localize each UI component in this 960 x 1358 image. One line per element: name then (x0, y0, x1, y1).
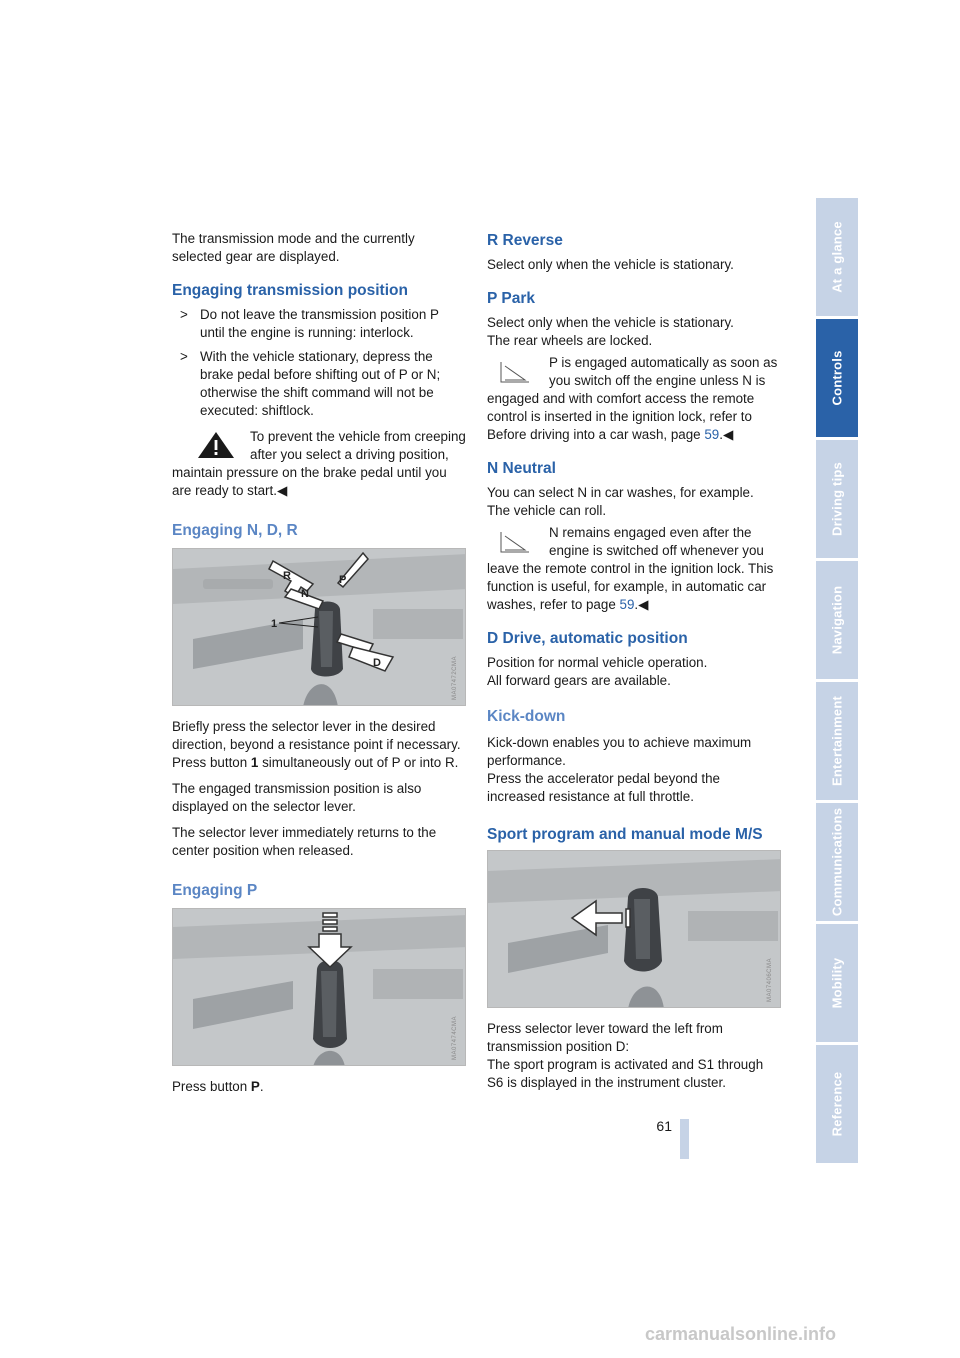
bullet-item (172, 306, 466, 342)
tab-label: Driving tips (829, 462, 845, 536)
figure-code: MA07406CMA (766, 957, 773, 1003)
ndr-paragraph-2: The engaged transmission position is also displayed on the selector lever. (172, 781, 422, 814)
selector-lever-p-illustration (173, 909, 466, 1066)
tab-label: At a glance (829, 221, 845, 293)
tab-communications[interactable] (816, 803, 858, 921)
bullet-item (172, 348, 466, 420)
heading-engaging-ndr: Engaging N, D, R (172, 522, 298, 539)
watermark: carmanualsonline.info (645, 1324, 837, 1344)
tab-at-a-glance[interactable] (816, 198, 858, 316)
warning-triangle-icon (196, 430, 236, 460)
fig-label-r: R (283, 570, 291, 582)
bullet-text: With the vehicle stationary, depress the brake pedal before shifting out of P or N; otherwise the shift command will not be executed: shiftlock. (200, 349, 441, 418)
warning-note (172, 428, 466, 500)
fig-label-1: 1 (271, 618, 278, 630)
chapter-tabs (816, 198, 858, 1166)
sport-text: Press selector lever toward the left from transmission position D: The sport program is activated and S1 through S6 is displayed in the instrument cluster. (487, 1021, 764, 1090)
tab-label: Entertainment (829, 695, 845, 787)
heading-p-park: P Park (487, 290, 535, 307)
park-note: P is engaged automatically as soon as you switch off the engine unless N is engaged and with comfort access the remote control is inserted in the ignition lock, refer to Before driving into a car wash, page 59.◀ (487, 355, 778, 442)
end-mark-icon: ◀ (638, 597, 649, 612)
right-column (487, 230, 780, 1100)
page-link-59[interactable]: 59 (619, 597, 635, 612)
tab-label: Mobility (829, 957, 845, 1009)
tab-label: Controls (829, 350, 845, 406)
end-mark-icon: ◀ (723, 427, 734, 442)
tab-label: Communications (829, 807, 845, 917)
selector-lever-ndr-illustration (173, 549, 466, 706)
bullet-arrow-icon: > (180, 307, 188, 322)
figure-code: MA07474CMA (451, 1015, 458, 1061)
left-column (172, 230, 466, 1104)
tab-reference[interactable] (816, 1045, 858, 1163)
park-text: Select only when the vehicle is stationary. The rear wheels are locked. (487, 315, 734, 348)
page-link-59[interactable]: 59 (704, 427, 720, 442)
figure-selector-p (172, 908, 466, 1066)
neutral-text: You can select N in car washes, for example. The vehicle can roll. (487, 485, 754, 518)
tab-entertainment[interactable] (816, 682, 858, 800)
fig-label-p: P (339, 574, 347, 586)
heading-r-reverse: R Reverse (487, 232, 563, 249)
intro-text: The transmission mode and the currently selected gear are displayed. (172, 231, 415, 264)
heading-engaging-position: Engaging transmission position (172, 282, 408, 299)
heading-kick-down: Kick-down (487, 708, 566, 725)
reverse-text: Select only when the vehicle is stationary. (487, 257, 734, 272)
page-number: 61 (656, 1118, 672, 1134)
neutral-note: N remains engaged even after the engine is switched off whenever you leave the remote control in the ignition lock. This function is useful, for example, in automatic car washes, refer to page 59.◀ (487, 525, 774, 612)
drive-text: Position for normal vehicle operation. All forward gears are available. (487, 655, 708, 688)
kickdown-text: Kick-down enables you to achieve maximum performance. Press the accelerator pedal beyond the increased resistance at full throttle. (487, 735, 752, 804)
warning-text: To prevent the vehicle from creeping after you select a driving position, maintain pressure on the brake pedal until you are ready to start. (172, 429, 466, 498)
bullet-arrow-icon: > (180, 349, 188, 364)
figure-selector-ndr (172, 548, 466, 706)
tab-label: Reference (829, 1071, 845, 1137)
tab-mobility[interactable] (816, 924, 858, 1042)
selector-lever-sport-illustration (488, 851, 781, 1008)
note-arrow-icon (495, 356, 535, 386)
heading-sport-program: Sport program and manual mode M/S (487, 826, 763, 843)
note-arrow-icon (495, 526, 535, 556)
fig-label-d: D (373, 657, 381, 669)
ndr-paragraph-3: The selector lever immediately returns to the center position when released. (172, 825, 437, 858)
heading-d-drive: D Drive, automatic position (487, 630, 688, 647)
tab-driving-tips[interactable] (816, 440, 858, 558)
heading-n-neutral: N Neutral (487, 460, 556, 477)
tab-navigation[interactable] (816, 561, 858, 679)
button-ref: P (250, 1079, 260, 1094)
figure-code: MA07472CMA (451, 655, 458, 701)
fig-label-n: N (301, 588, 309, 600)
page-number-bar (680, 1119, 689, 1159)
button-ref: 1 (250, 755, 259, 770)
ndr-paragraph-1: Briefly press the selector lever in the desired direction, beyond a resistance point if necessary. Press button 1 simultaneously out of P or into R. (172, 719, 461, 770)
tab-controls[interactable] (816, 319, 858, 437)
engaging-p-text: Press button P. (172, 1079, 264, 1094)
tab-label: Navigation (829, 585, 845, 655)
bullet-text: Do not leave the transmission position P until the engine is running: interlock. (200, 307, 439, 340)
end-mark-icon: ◀ (276, 483, 288, 498)
heading-engaging-p: Engaging P (172, 882, 258, 899)
figure-selector-sport (487, 850, 781, 1008)
